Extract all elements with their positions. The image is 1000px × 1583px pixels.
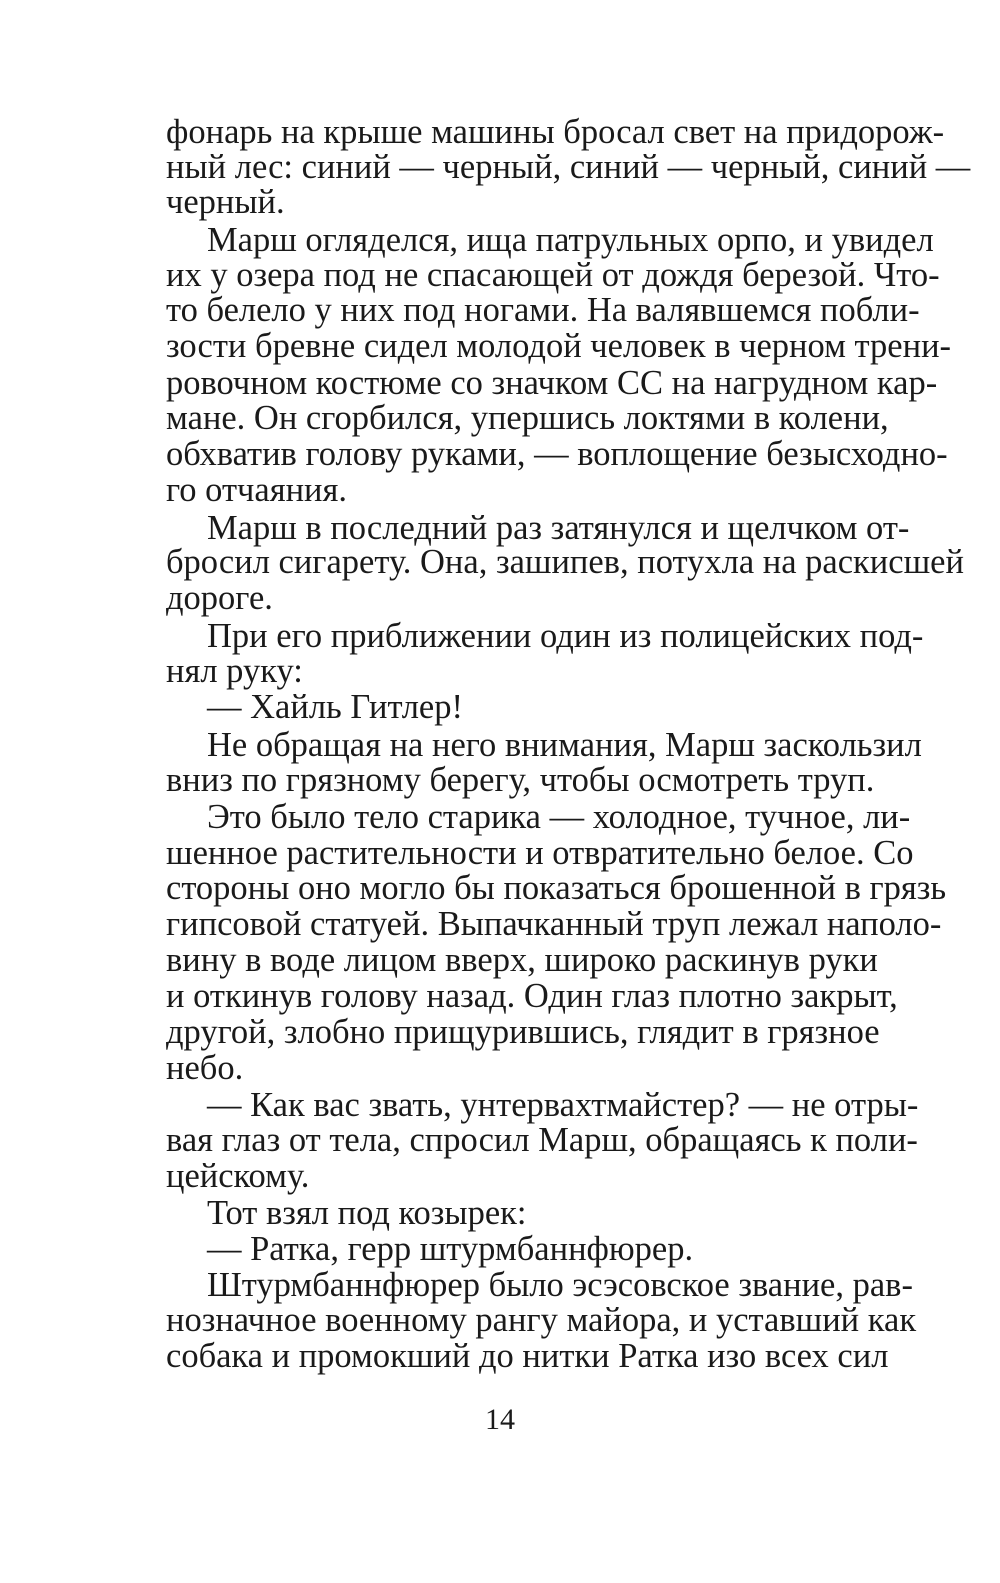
text-line: обхватив голову руками, — воплощение безысходно- [166, 435, 948, 473]
text-line: Марш в последний раз затянулся и щелчком от- [207, 509, 910, 547]
text-line: дороге. [166, 579, 273, 617]
text-line: то белело у них под ногами. На валявшемся побли- [166, 291, 920, 329]
text-line: нозначное военному рангу майора, и уставший как [166, 1301, 917, 1339]
text-line: черный. [166, 183, 285, 221]
text-line: вниз по грязному берегу, чтобы осмотреть труп. [166, 761, 875, 799]
text-line: ный лес: синий — черный, синий — черный, синий — [166, 148, 971, 186]
text-line: — Как вас звать, унтервахтмайстер? — не отры- [207, 1086, 919, 1124]
text-line: цейскому. [166, 1157, 310, 1195]
text-line: При его приближении один из полицейских под- [207, 617, 924, 655]
text-line: собака и промокший до нитки Ратка изо всех сил [166, 1337, 889, 1375]
text-line: их у озера под не спасающей от дождя березой. Что- [166, 256, 940, 294]
text-line: — Ратка, герр штурмбаннфюрер. [207, 1230, 694, 1268]
text-line: Тот взял под козырек: [207, 1194, 527, 1232]
text-line: шенное растительности и отвратительно белое. Со [166, 834, 914, 872]
text-line: нял руку: [166, 652, 303, 690]
text-line: бросил сигарету. Она, зашипев, потухла на раскисшей [166, 543, 964, 581]
text-line: гипсовой статуей. Выпачканный труп лежал наполо- [166, 905, 942, 943]
text-line: Марш огляделся, ища патрульных орпо, и увидел [207, 221, 934, 259]
text-line: Штурмбаннфюрер было эсэсовское звание, рав- [207, 1266, 913, 1304]
text-line: зости бревне сидел молодой человек в черном трени- [166, 327, 952, 365]
text-line: Не обращая на него внимания, Марш заскользил [207, 726, 922, 764]
page-number: 14 [485, 1403, 515, 1436]
text-line: Это было тело старика — холодное, тучное, ли- [207, 798, 911, 836]
text-line: и откинув голову назад. Один глаз плотно закрыт, [166, 977, 898, 1015]
text-line: вая глаз от тела, спросил Марш, обращаясь к поли- [166, 1121, 918, 1159]
text-line: мане. Он сгорбился, упершись локтями в колени, [166, 399, 889, 437]
text-line: вину в воде лицом вверх, широко раскинув руки [166, 941, 878, 979]
text-line: го отчаяния. [166, 471, 347, 509]
text-line: — Хайль Гитлер! [207, 688, 463, 726]
text-line: другой, злобно прищурившись, глядит в грязное [166, 1013, 880, 1051]
text-line: стороны оно могло бы показаться брошенной в грязь [166, 869, 947, 907]
text-line: небо. [166, 1049, 244, 1087]
text-line: ровочном костюме со значком СС на нагрудном кар- [166, 364, 938, 402]
text-line: фонарь на крыше машины бросал свет на придорож- [166, 113, 945, 151]
